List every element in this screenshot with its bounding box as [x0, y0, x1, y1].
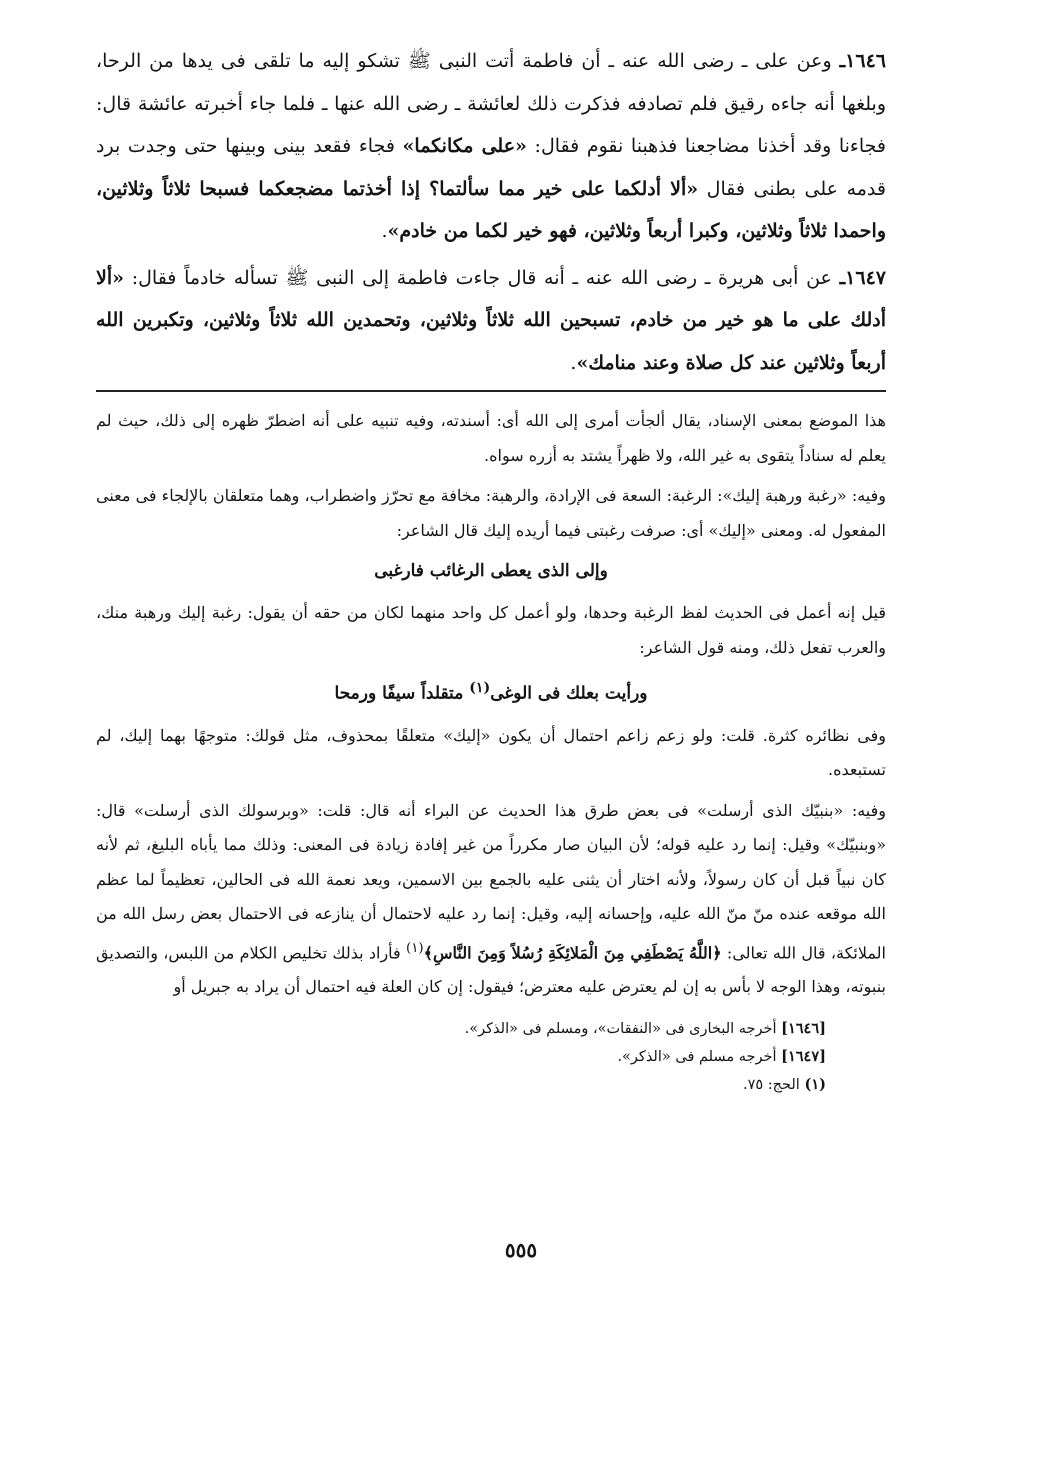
- page-body: [96, 40, 886, 1099]
- verse-text: متقلداً سيفًا ورمحا: [334, 683, 470, 704]
- footnote-text: أخرجه مسلم فى «الذكر».: [617, 1048, 782, 1065]
- section-divider: [96, 390, 886, 392]
- hadith-text: وعن على ـ رضى الله عنه ـ أن فاطمة أتت النبى ﷺ تشكو إليه ما تلقى فى يدها من الرحا، وبلغها أنه جاءه رقيق فلم تصادفه فذكرت ذلك لعائشة ـ رضى الله عنها ـ فلما جاء أخبرته عائشة قال: فجاءنا وقد أخذنا مضاجعنا فذهبنا نقوم فقال:: [96, 50, 886, 157]
- commentary-text: وفيه: «بنبيّك الذى أرسلت» فى بعض طرق هذا الحديث عن البراء أنه قال: قلت: «وبرسولك الذى أرسلت» قال: «وبنبيّك» وقيل: إنما رد عليه قوله؛ لأن البيان صار مكرراً من غير إفادة زيادة فى المعنى: وذلك مما يأباه البليغ، ثم لأنه كان نبياً قبل أن كان رسولاً، ولأنه اختار أن يثنى عليه بالجمع بين الاسمين، ويعد نعمة الله فى الحالين، تعظيماً لما عظم الله موقعه عنده منّ منّ الله عليه، وإحسانه إليه، وقيل: إنما رد عليه لاحتمال أن ينازعه فى الاحتمال بعض رسل الله من الملائكة، قال الله تعالى:: [96, 800, 887, 962]
- footnote-marker: (١): [469, 680, 491, 696]
- commentary-paragraph: قيل إنه أعمل فى الحديث لفظ الرغبة وحدها، ولو أعمل كل واحد منهما لكان من حقه أن يقول: رغبة إليك ورهبة منك، والعرب تفعل ذلك، ومنه قول الشاعر:: [96, 603, 886, 657]
- footnote: [96, 1043, 826, 1071]
- commentary-paragraph: [96, 794, 886, 1005]
- footnote: [96, 1015, 826, 1043]
- hadith-quote: «على مكانكما»: [402, 135, 527, 157]
- footnote-ref: (١): [804, 1075, 826, 1093]
- hadith-1647: [96, 257, 886, 385]
- poetry-verse: [96, 671, 886, 711]
- hadith-text: فجاء فقعد بينى وبينها حتى وجدت برد قدمه على بطنى فقال: [96, 135, 886, 200]
- hadith-text: عن أبى هريرة ـ رضى الله عنه ـ أنه قال جاءت فاطمة إلى النبى ﷺ تسأله خادماً فقال:: [124, 266, 832, 289]
- commentary-paragraph: هذا الموضع بمعنى الإسناد، يقال ألجأت أمرى إلى الله أى: أسندته، وفيه تنبيه على أنه اضطرّ ظهره إلى ذلك، حيث لم يعلم له سناداً يتقوى به غير الله، ولا ظهراً يشتد به أزره سواه.: [96, 411, 886, 465]
- poetry-verse: وإلى الذى يعطى الرغائب فارغبى: [374, 561, 608, 581]
- footnote-marker: (١): [406, 940, 424, 956]
- footnote: [96, 1071, 826, 1099]
- footnote-ref: [١٦٤٧]: [781, 1047, 826, 1065]
- footnote-text: أخرجه البخارى فى «النفقات»، ومسلم فى «الذكر».: [464, 1020, 782, 1037]
- footnote-ref: [١٦٤٦]: [781, 1019, 826, 1037]
- hadith-end: .: [570, 351, 577, 374]
- hadith-quote: «ألا أدلك على ما هو خير من خادم، تسبحين الله ثلاثاً وثلاثين، وتحمدين الله ثلاثاً وثلاثين، وتكبرين الله أربعاً وثلاثين عند كل صلاة وعند منامك»: [96, 266, 886, 374]
- quran-verse: ﴿اللَّهُ يَصْطَفِي مِنَ الْمَلائِكَةِ رُسُلاً وَمِنَ النَّاسِ﴾: [423, 942, 722, 962]
- hadith-end: .: [381, 220, 388, 242]
- commentary-paragraph: وفيه: «رغبة ورهبة إليك»: الرغبة: السعة فى الإرادة، والرهبة: مخافة مع تحرّز واضطراب، وهما متعلقان بالإلجاء فى معنى المفعول له. ومعنى «إليك» أى: صرفت رغبتى فيما أريده إليك قال الشاعر:: [96, 486, 886, 540]
- hadith-1646: [96, 40, 886, 253]
- footnote-text: الحج: ٧٥.: [742, 1076, 805, 1093]
- commentary-paragraph: وفى نظائره كثرة. قلت: ولو زعم زاعم احتمال أن يكون «إليك» متعلقًا بمحذوف، مثل قولك: متوجهًا بهما إليك، لم تستبعده.: [96, 725, 886, 780]
- page-number: ٥٥٥: [504, 1238, 538, 1262]
- hadith-quote: «ألا أدلكما على خير مما سألتما؟ إذا أخذتما مضجعكما فسبحا ثلاثاً وثلاثين، واحمدا ثلاثاً وثلاثين، وكبرا أربعاً وثلاثين، فهو خير لكما من خادم»: [96, 177, 886, 242]
- footnotes: [96, 1015, 886, 1099]
- commentary-text: فأراد بذلك تخليص الكلام من اللبس، والتصديق بنبوته، وهذا الوجه لا بأس به إن لم يعترض عليه معترض؛ فيقول: إن كان العلة فيه احتمال أن يراد به جبريل أو: [96, 942, 886, 997]
- hadith-number: ١٦٤٦ـ: [839, 50, 886, 72]
- verse-text: ورأيت بعلك فى الوغى: [490, 683, 648, 704]
- hadith-number: ١٦٤٧ـ: [839, 266, 886, 289]
